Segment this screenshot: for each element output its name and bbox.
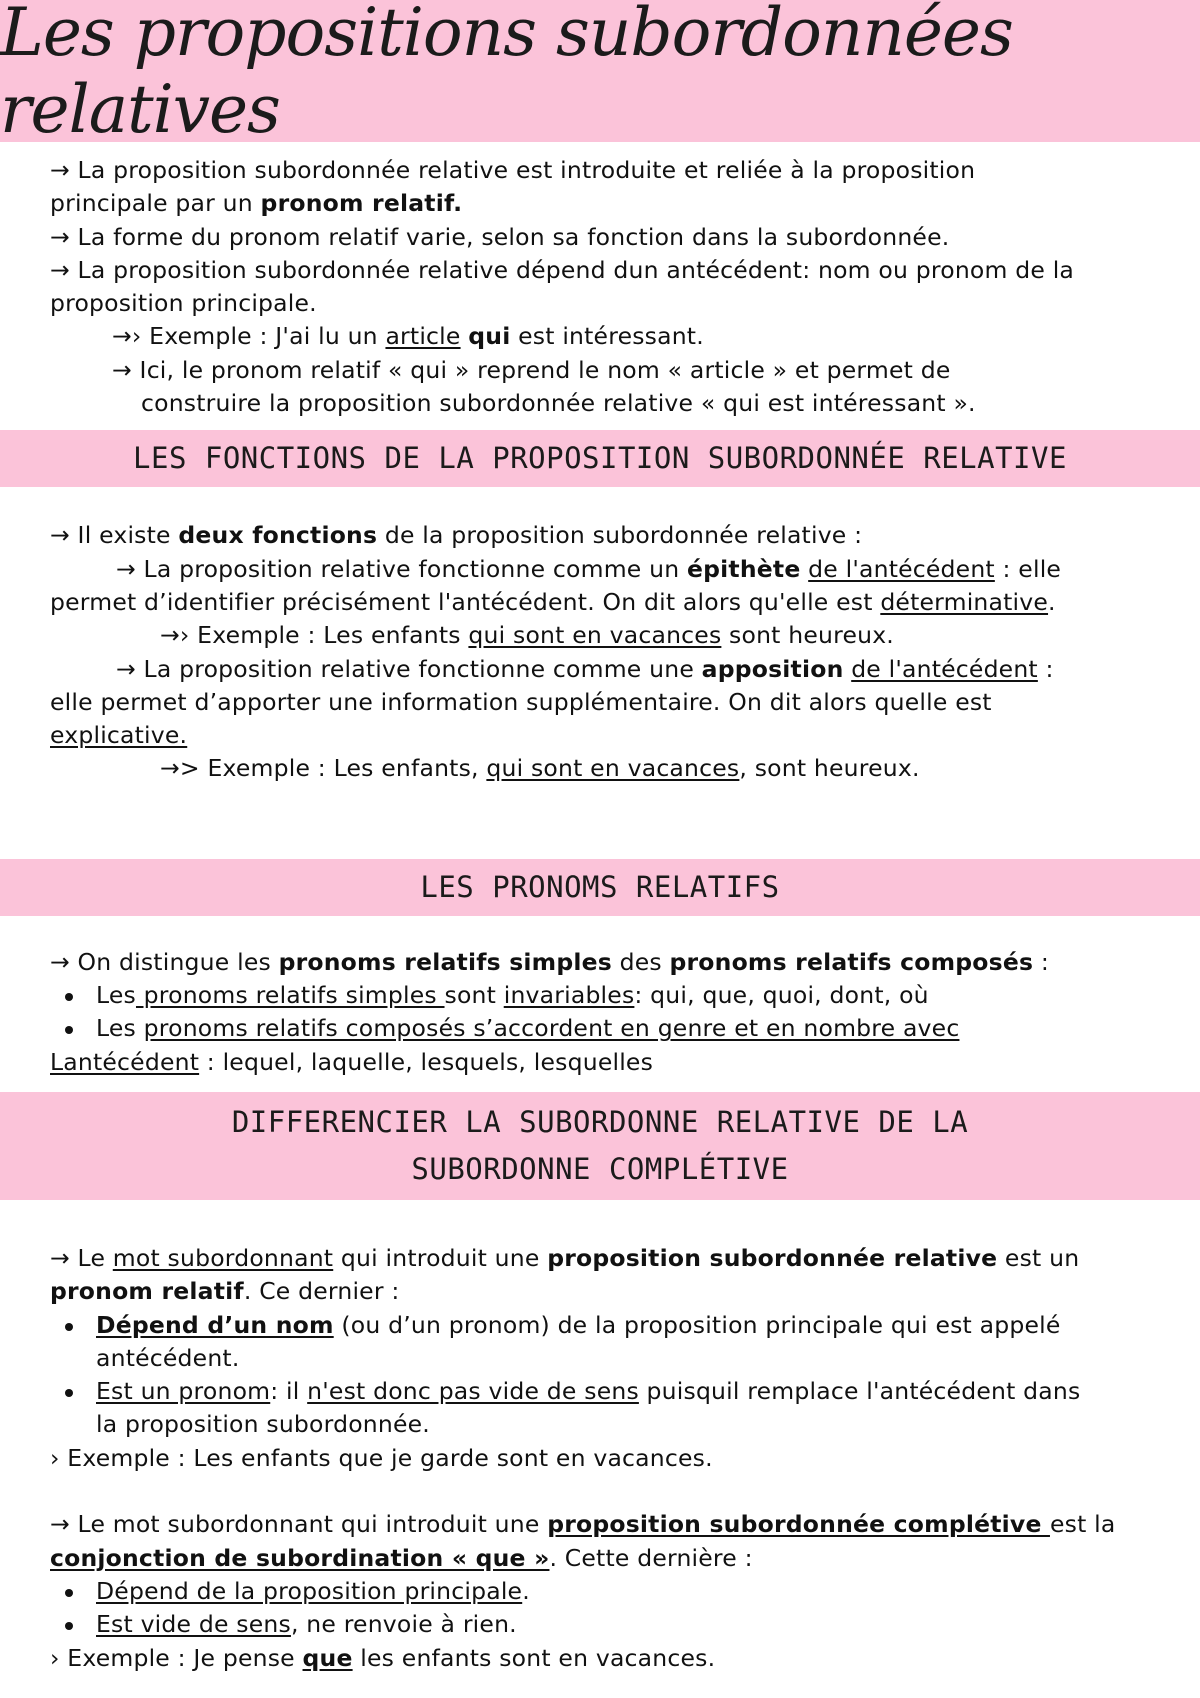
underlined-term: explicative.	[50, 721, 188, 750]
underlined-term: déterminative	[880, 587, 1049, 616]
underlined-term: de l'antécédent	[851, 654, 1038, 683]
list-item	[0, 1375, 1200, 1408]
text: est intéressant.	[510, 322, 704, 351]
text: permet d’identifier précisément l'antécédent. On dit alors qu'elle est	[50, 587, 881, 616]
bold-underlined-term: Dépend d’un nom	[96, 1310, 334, 1339]
text: → Ici, le pronom relatif « qui » reprend le nom « article » et permet de	[112, 355, 951, 384]
bold-term: apposition	[701, 654, 844, 683]
intro-line	[0, 154, 1200, 187]
text: puisquil remplace l'antécédent dans	[638, 1377, 1081, 1406]
text-line	[0, 946, 1200, 979]
text-line	[0, 719, 1200, 752]
text: → Il existe	[50, 521, 179, 550]
text: des	[611, 947, 670, 976]
intro-line	[0, 387, 1200, 420]
bold-term: pronom relatif.	[260, 189, 463, 218]
section-fonctions-body	[0, 487, 1200, 785]
text: . Ce dernier :	[243, 1277, 400, 1306]
text-line	[0, 553, 1200, 586]
text: →› Exemple : J'ai lu un	[112, 322, 386, 351]
text: sont heureux.	[721, 621, 894, 650]
text: :	[1037, 654, 1054, 683]
text: qui introduit une	[333, 1243, 548, 1272]
bold-term: deux fonctions	[178, 521, 378, 550]
text: .	[522, 1576, 530, 1605]
text: → La forme du pronom relatif varie, selon sa fonction dans la subordonnée.	[50, 222, 950, 251]
section-differencier-body	[0, 1200, 1200, 1675]
text-line	[0, 1242, 1200, 1275]
underlined-term: Est un pronom	[96, 1377, 271, 1406]
text: › Exemple : Les enfants que je garde sont en vacances.	[50, 1443, 713, 1472]
underlined-term: article	[385, 322, 461, 351]
text: est la	[1049, 1510, 1116, 1539]
text: antécédent.	[96, 1343, 240, 1372]
list-item-continuation	[0, 1408, 1200, 1441]
text: la proposition subordonnée.	[96, 1410, 430, 1439]
bold-underlined-term: conjonction de subordination « que »	[50, 1543, 550, 1572]
text-line	[0, 653, 1200, 686]
text: : qui, que, quoi, dont, où	[634, 981, 929, 1010]
spacer	[0, 1475, 1200, 1508]
text: .	[1048, 587, 1056, 616]
text-line	[0, 519, 1200, 552]
example-line	[0, 752, 1200, 785]
text: →› Exemple : Les enfants	[160, 621, 469, 650]
underlined-term: pronoms relatifs composés s’accordent en genre et en nombre avec	[143, 1014, 960, 1043]
example-line	[0, 320, 1200, 353]
bold-term: épithète	[687, 554, 801, 583]
text: elle permet d’apporter une information supplémentaire. On dit alors quelle est	[50, 687, 992, 716]
underlined-term: invariables	[503, 981, 635, 1010]
heading-text: LES PRONOMS RELATIFS	[420, 869, 780, 904]
text: → Le mot subordonnant qui introduit une	[50, 1510, 548, 1539]
title-banner	[0, 0, 1200, 148]
text-line	[0, 586, 1200, 619]
text: Les	[96, 1014, 144, 1043]
text: , sont heureux.	[739, 754, 920, 783]
section-heading-differencier	[0, 1092, 1200, 1200]
text: de la proposition subordonnée relative :	[377, 521, 863, 550]
text: → Le	[50, 1243, 113, 1272]
section-pronoms-body	[0, 916, 1200, 1079]
text: → La proposition subordonnée relative est introduite et reliée à la proposition	[50, 156, 976, 184]
list-item	[0, 1608, 1200, 1641]
text-line	[0, 1542, 1200, 1575]
example-line	[0, 1442, 1200, 1475]
text: →> Exemple : Les enfants,	[160, 754, 487, 783]
intro-block	[0, 142, 1200, 420]
heading-text: SUBORDONNE COMPLÉTIVE	[411, 1151, 789, 1186]
text: les enfants sont en vacances.	[352, 1643, 716, 1672]
underlined-term: Est vide de sens	[96, 1610, 291, 1639]
underlined-term: Dépend de la proposition principale	[96, 1576, 523, 1605]
text: Les	[96, 981, 136, 1010]
example-line	[0, 1642, 1200, 1675]
intro-line	[0, 221, 1200, 254]
underlined-term: mot subordonnant	[112, 1243, 334, 1272]
text-line	[0, 1275, 1200, 1308]
underlined-term: qui sont en vacances	[468, 621, 722, 650]
heading-text: LES FONCTIONS DE LA PROPOSITION SUBORDONNÉE RELATIVE	[133, 441, 1067, 476]
underlined-term: Lantécédent	[50, 1047, 200, 1076]
underlined-term: n'est donc pas vide de sens	[307, 1377, 639, 1406]
text: : il	[270, 1377, 308, 1406]
list-item	[0, 1012, 1200, 1045]
text-line	[0, 1046, 1200, 1079]
intro-line	[0, 254, 1200, 287]
intro-line	[0, 287, 1200, 320]
bold-term: proposition subordonnée relative	[547, 1243, 998, 1272]
text: est un	[997, 1243, 1080, 1272]
bold-underlined-term: que	[302, 1643, 353, 1672]
bold-term: pronoms relatifs composés	[669, 947, 1034, 976]
underlined-term: de l'antécédent	[808, 554, 995, 583]
text: proposition principale.	[50, 289, 317, 318]
text: › Exemple : Je pense	[50, 1643, 303, 1672]
text: : lequel, laquelle, lesquels, lesquelles	[199, 1047, 654, 1076]
intro-line	[0, 354, 1200, 387]
list-item-continuation	[0, 1342, 1200, 1375]
bold-term: pronoms relatifs simples	[278, 947, 612, 976]
text: → On distingue les	[50, 947, 279, 976]
intro-line	[0, 187, 1200, 220]
text: . Cette dernière :	[549, 1543, 753, 1572]
text: → La proposition relative fonctionne comme un	[116, 554, 687, 583]
example-line	[0, 619, 1200, 652]
text-line	[0, 686, 1200, 719]
text: principale par un	[50, 189, 261, 218]
text: construire la proposition subordonnée relative « qui est intéressant ».	[141, 389, 976, 418]
text: → La proposition relative fonctionne comme une	[116, 654, 702, 683]
list-item	[0, 1575, 1200, 1608]
text: → La proposition subordonnée relative dépend dun antécédent: nom ou pronom de la	[50, 255, 1075, 284]
heading-text: DIFFERENCIER LA SUBORDONNE RELATIVE DE LA	[231, 1104, 969, 1139]
text: :	[1033, 947, 1049, 976]
section-heading-pronoms	[0, 859, 1200, 916]
bold-term: pronom relatif	[50, 1277, 244, 1306]
list-item	[0, 1309, 1200, 1342]
text: : elle	[994, 554, 1062, 583]
text: sont	[444, 981, 504, 1010]
text-line	[0, 1508, 1200, 1541]
underlined-term: qui sont en vacances	[486, 754, 740, 783]
bold-term: qui	[468, 322, 511, 351]
list-item	[0, 979, 1200, 1012]
page-title: Les propositions subordonnées relatives	[0, 0, 1013, 148]
underlined-term: pronoms relatifs simples	[135, 981, 445, 1010]
bold-underlined-term: proposition subordonnée complétive	[547, 1510, 1050, 1539]
text: , ne renvoie à rien.	[290, 1610, 517, 1639]
text: (ou d’un pronom) de la proposition principale qui est appelé	[333, 1310, 1061, 1339]
section-heading-fonctions	[0, 430, 1200, 487]
